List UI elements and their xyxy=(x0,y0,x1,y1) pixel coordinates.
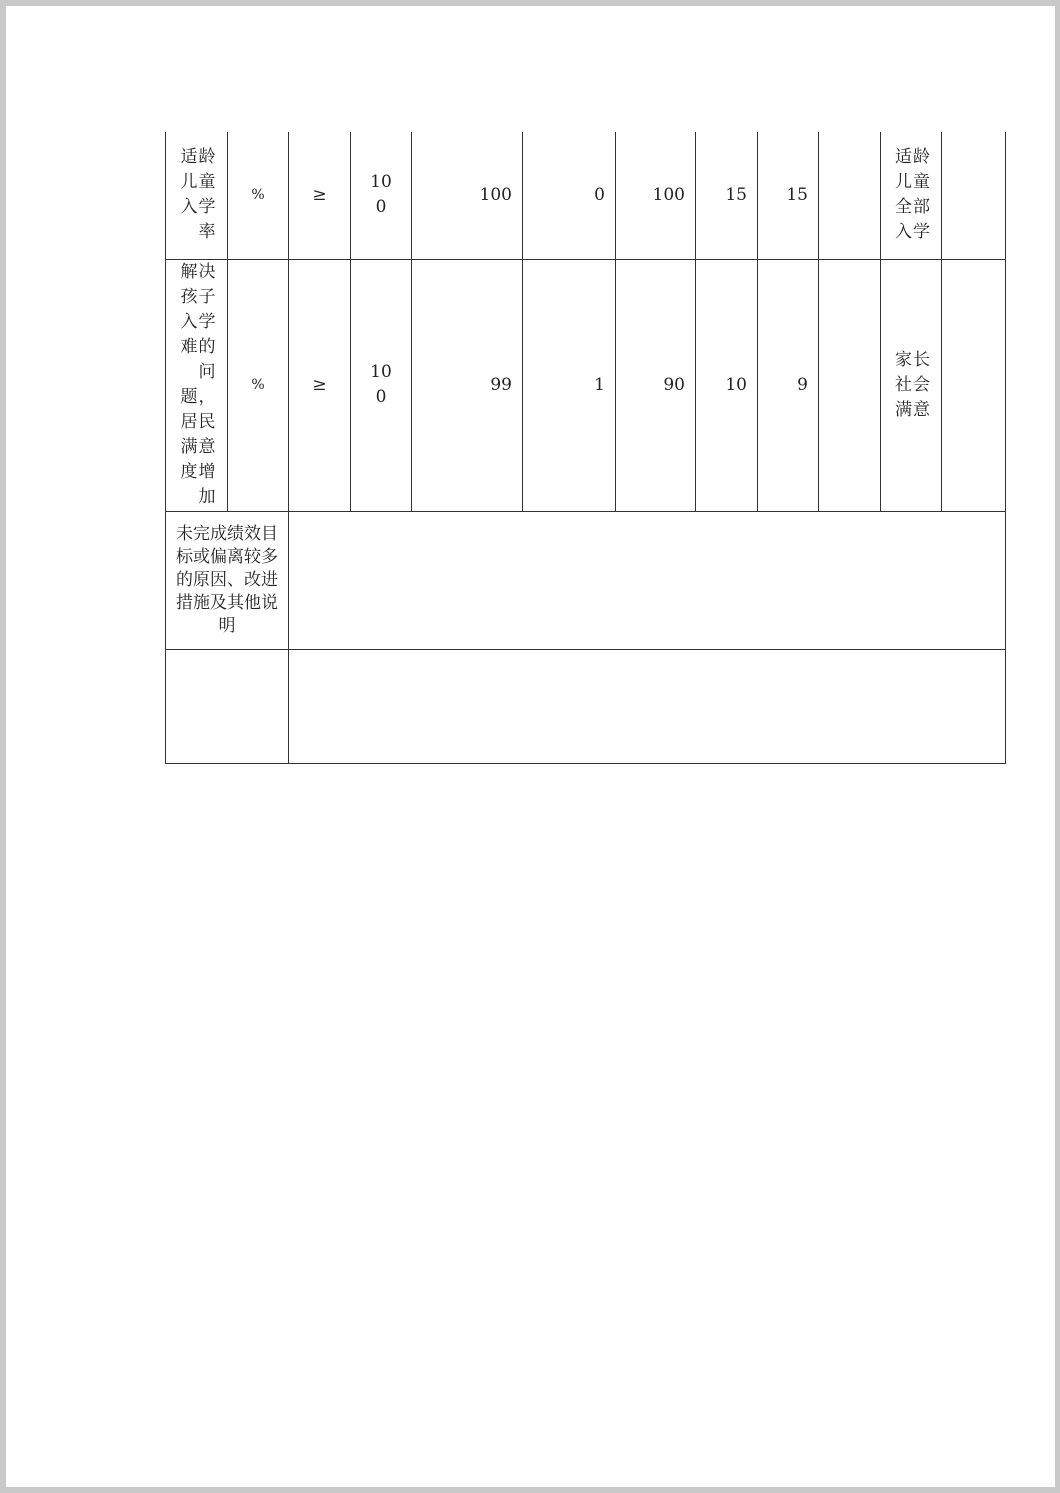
blank-value xyxy=(289,649,1006,763)
completion-cell: 90 xyxy=(616,259,696,511)
completion-cell: 100 xyxy=(616,132,696,259)
target-cell xyxy=(351,132,412,259)
document-page xyxy=(6,6,1055,1487)
remark-cell xyxy=(881,132,942,259)
target-cell xyxy=(351,259,412,511)
remark-text: 家长社会满意 xyxy=(895,349,931,420)
indicator-text: 解决孩子入学难的问题，居民满意度增加 xyxy=(180,262,217,507)
score-cell: 15 xyxy=(758,132,819,259)
operator-cell: ≥ xyxy=(289,132,351,259)
indicator-text: 适龄儿童入学率 xyxy=(180,147,217,243)
unit-cell: % xyxy=(228,259,289,511)
target-text: 100 xyxy=(370,172,392,218)
performance-table xyxy=(165,132,1006,764)
extra-cell xyxy=(942,259,1006,511)
actual-cell: 99 xyxy=(412,259,523,511)
blank-label xyxy=(166,649,289,763)
extra-cell xyxy=(942,132,1006,259)
explanation-label: 未完成绩效目标或偏离较多的原因、改进措施及其他说明 xyxy=(166,511,289,649)
explanation-row xyxy=(166,511,1006,649)
score-cell: 9 xyxy=(758,259,819,511)
indicator-cell xyxy=(166,259,228,511)
blank-row xyxy=(166,649,1006,763)
remark-cell xyxy=(881,259,942,511)
table-row xyxy=(166,132,1006,259)
indicator-cell xyxy=(166,132,228,259)
actual-cell: 100 xyxy=(412,132,523,259)
reason-cell xyxy=(819,132,881,259)
deviation-cell: 0 xyxy=(523,132,616,259)
unit-cell: % xyxy=(228,132,289,259)
target-text: 100 xyxy=(370,362,392,407)
explanation-value xyxy=(289,511,1006,649)
reason-cell xyxy=(819,259,881,511)
weight-cell: 10 xyxy=(696,259,758,511)
remark-text: 适龄儿童全部入学 xyxy=(895,147,931,243)
table-row xyxy=(166,259,1006,511)
operator-cell: ≥ xyxy=(289,259,351,511)
weight-cell: 15 xyxy=(696,132,758,259)
deviation-cell: 1 xyxy=(523,259,616,511)
